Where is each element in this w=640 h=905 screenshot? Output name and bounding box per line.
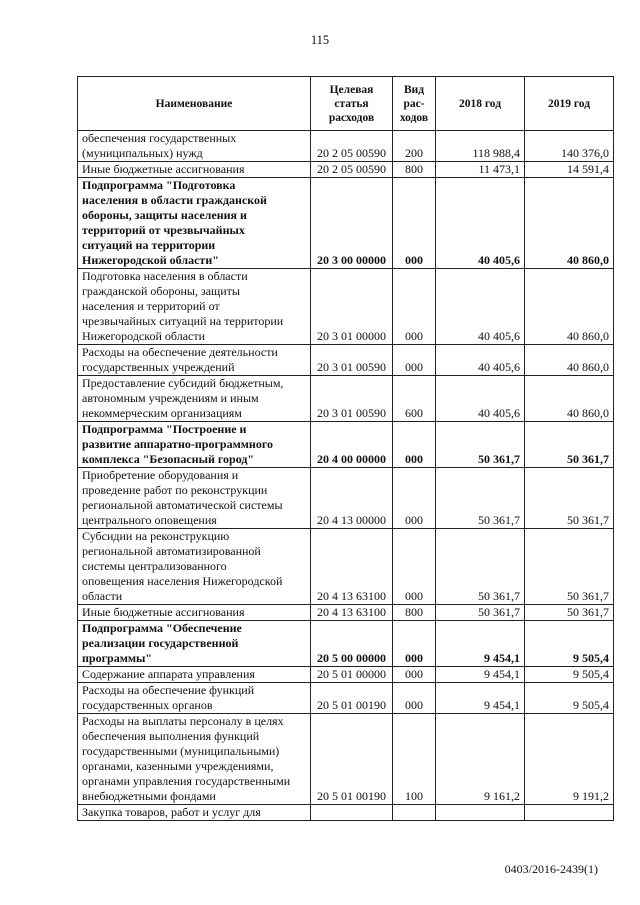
document-code: 0403/2016-2439(1): [504, 862, 598, 876]
table-header-row: [78, 77, 614, 131]
row-2019-cell: 50 361,7: [525, 529, 614, 605]
row-expense-type-cell: 000: [393, 468, 436, 529]
row-2018-cell: 118 988,4: [436, 131, 525, 162]
row-target-article-cell: 20 2 05 00590: [311, 131, 393, 162]
table-body: [78, 131, 614, 821]
row-2018-cell: 50 361,7: [436, 468, 525, 529]
header-expense-type: Вид рас-ходов: [393, 77, 436, 131]
page-number: 115: [310, 33, 330, 47]
row-expense-type-cell: 000: [393, 683, 436, 714]
row-name-cell: Подготовка населения в области гражданской обороны, защиты населения и территорий от чрезвычайных ситуаций на территории Нижегородской области: [78, 269, 311, 345]
row-expense-type-cell: 000: [393, 178, 436, 269]
table-row: [78, 805, 614, 821]
row-expense-type-cell: 600: [393, 376, 436, 422]
table-row: [78, 529, 614, 605]
row-name-cell: Расходы на выплаты персоналу в целях обеспечения выполнения функций государственными (муниципальными) органами, казенными учреждениями, органами управления государственными внебюджетными фондами: [78, 714, 311, 805]
row-2019-cell: 50 361,7: [525, 605, 614, 621]
row-target-article-cell: 20 3 00 00000: [311, 178, 393, 269]
row-2018-cell: 50 361,7: [436, 605, 525, 621]
row-2018-cell: 9 454,1: [436, 683, 525, 714]
row-2019-cell: 140 376,0: [525, 131, 614, 162]
row-expense-type-cell: 000: [393, 345, 436, 376]
header-target-article: Целевая статья расходов: [311, 77, 393, 131]
row-name-cell: Расходы на обеспечение деятельности государственных учреждений: [78, 345, 311, 376]
table-row: [78, 621, 614, 667]
table-row: [78, 345, 614, 376]
row-target-article-cell: 20 4 00 00000: [311, 422, 393, 468]
row-target-article-cell: 20 3 01 00590: [311, 376, 393, 422]
row-target-article-cell: 20 5 01 00190: [311, 683, 393, 714]
row-2019-cell: 9 505,4: [525, 667, 614, 683]
row-name-cell: Субсидии на реконструкцию региональной автоматизированной системы централизованного оповещения населения Нижегородской области: [78, 529, 311, 605]
row-2018-cell: 9 454,1: [436, 667, 525, 683]
row-2018-cell: 40 405,6: [436, 178, 525, 269]
row-expense-type-cell: 100: [393, 714, 436, 805]
row-2019-cell: 14 591,4: [525, 162, 614, 178]
row-expense-type-cell: 800: [393, 162, 436, 178]
row-2018-cell: 50 361,7: [436, 422, 525, 468]
budget-table: [77, 76, 614, 821]
row-target-article-cell: 20 2 05 00590: [311, 162, 393, 178]
header-name: Наименование: [78, 77, 311, 131]
row-target-article-cell: 20 5 01 00190: [311, 714, 393, 805]
row-name-cell: Закупка товаров, работ и услуг для: [78, 805, 311, 821]
row-name-cell: обеспечения государственных (муниципальных) нужд: [78, 131, 311, 162]
row-expense-type-cell: 000: [393, 621, 436, 667]
table-row: [78, 714, 614, 805]
row-2018-cell: 40 405,6: [436, 269, 525, 345]
row-name-cell: Иные бюджетные ассигнования: [78, 162, 311, 178]
row-name-cell: Подпрограмма "Подготовка населения в области гражданской обороны, защиты населения и территорий от чрезвычайных ситуаций на территории Нижегородской области": [78, 178, 311, 269]
table-row: [78, 269, 614, 345]
row-name-cell: Подпрограмма "Обеспечение реализации государственной программы": [78, 621, 311, 667]
table-row: [78, 667, 614, 683]
row-target-article-cell: 20 3 01 00000: [311, 269, 393, 345]
row-expense-type-cell: 000: [393, 422, 436, 468]
row-target-article-cell: 20 5 00 00000: [311, 621, 393, 667]
row-2019-cell: [525, 805, 614, 821]
row-2019-cell: 9 505,4: [525, 683, 614, 714]
row-2018-cell: 9 454,1: [436, 621, 525, 667]
table-row: [78, 178, 614, 269]
table-row: [78, 376, 614, 422]
row-expense-type-cell: 000: [393, 269, 436, 345]
row-2018-cell: 40 405,6: [436, 345, 525, 376]
row-2019-cell: 50 361,7: [525, 468, 614, 529]
table-row: [78, 422, 614, 468]
row-2019-cell: 40 860,0: [525, 376, 614, 422]
table-row: [78, 468, 614, 529]
row-name-cell: Приобретение оборудования и проведение работ по реконструкции региональной автоматической системы центрального оповещения: [78, 468, 311, 529]
row-target-article-cell: 20 3 01 00590: [311, 345, 393, 376]
row-name-cell: Расходы на обеспечение функций государственных органов: [78, 683, 311, 714]
row-2018-cell: 9 161,2: [436, 714, 525, 805]
row-name-cell: Содержание аппарата управления: [78, 667, 311, 683]
table-row: [78, 605, 614, 621]
row-2019-cell: 9 505,4: [525, 621, 614, 667]
row-target-article-cell: 20 4 13 00000: [311, 468, 393, 529]
row-2019-cell: 9 191,2: [525, 714, 614, 805]
table-row: [78, 683, 614, 714]
row-expense-type-cell: 800: [393, 605, 436, 621]
row-expense-type-cell: 000: [393, 667, 436, 683]
row-target-article-cell: [311, 805, 393, 821]
row-2019-cell: 40 860,0: [525, 269, 614, 345]
row-2019-cell: 40 860,0: [525, 178, 614, 269]
row-2018-cell: 40 405,6: [436, 376, 525, 422]
row-expense-type-cell: 200: [393, 131, 436, 162]
row-name-cell: Иные бюджетные ассигнования: [78, 605, 311, 621]
row-target-article-cell: 20 4 13 63100: [311, 605, 393, 621]
table-row: [78, 162, 614, 178]
row-2018-cell: 50 361,7: [436, 529, 525, 605]
row-2018-cell: 11 473,1: [436, 162, 525, 178]
row-name-cell: Предоставление субсидий бюджетным, автономным учреждениям и иным некоммерческим организациям: [78, 376, 311, 422]
row-target-article-cell: 20 4 13 63100: [311, 529, 393, 605]
row-expense-type-cell: [393, 805, 436, 821]
header-year-2019: 2019 год: [525, 77, 614, 131]
row-name-cell: Подпрограмма "Построение и развитие аппаратно-программного комплекса "Безопасный город": [78, 422, 311, 468]
row-expense-type-cell: 000: [393, 529, 436, 605]
table-row: [78, 131, 614, 162]
row-2019-cell: 50 361,7: [525, 422, 614, 468]
row-2018-cell: [436, 805, 525, 821]
header-year-2018: 2018 год: [436, 77, 525, 131]
row-target-article-cell: 20 5 01 00000: [311, 667, 393, 683]
row-2019-cell: 40 860,0: [525, 345, 614, 376]
